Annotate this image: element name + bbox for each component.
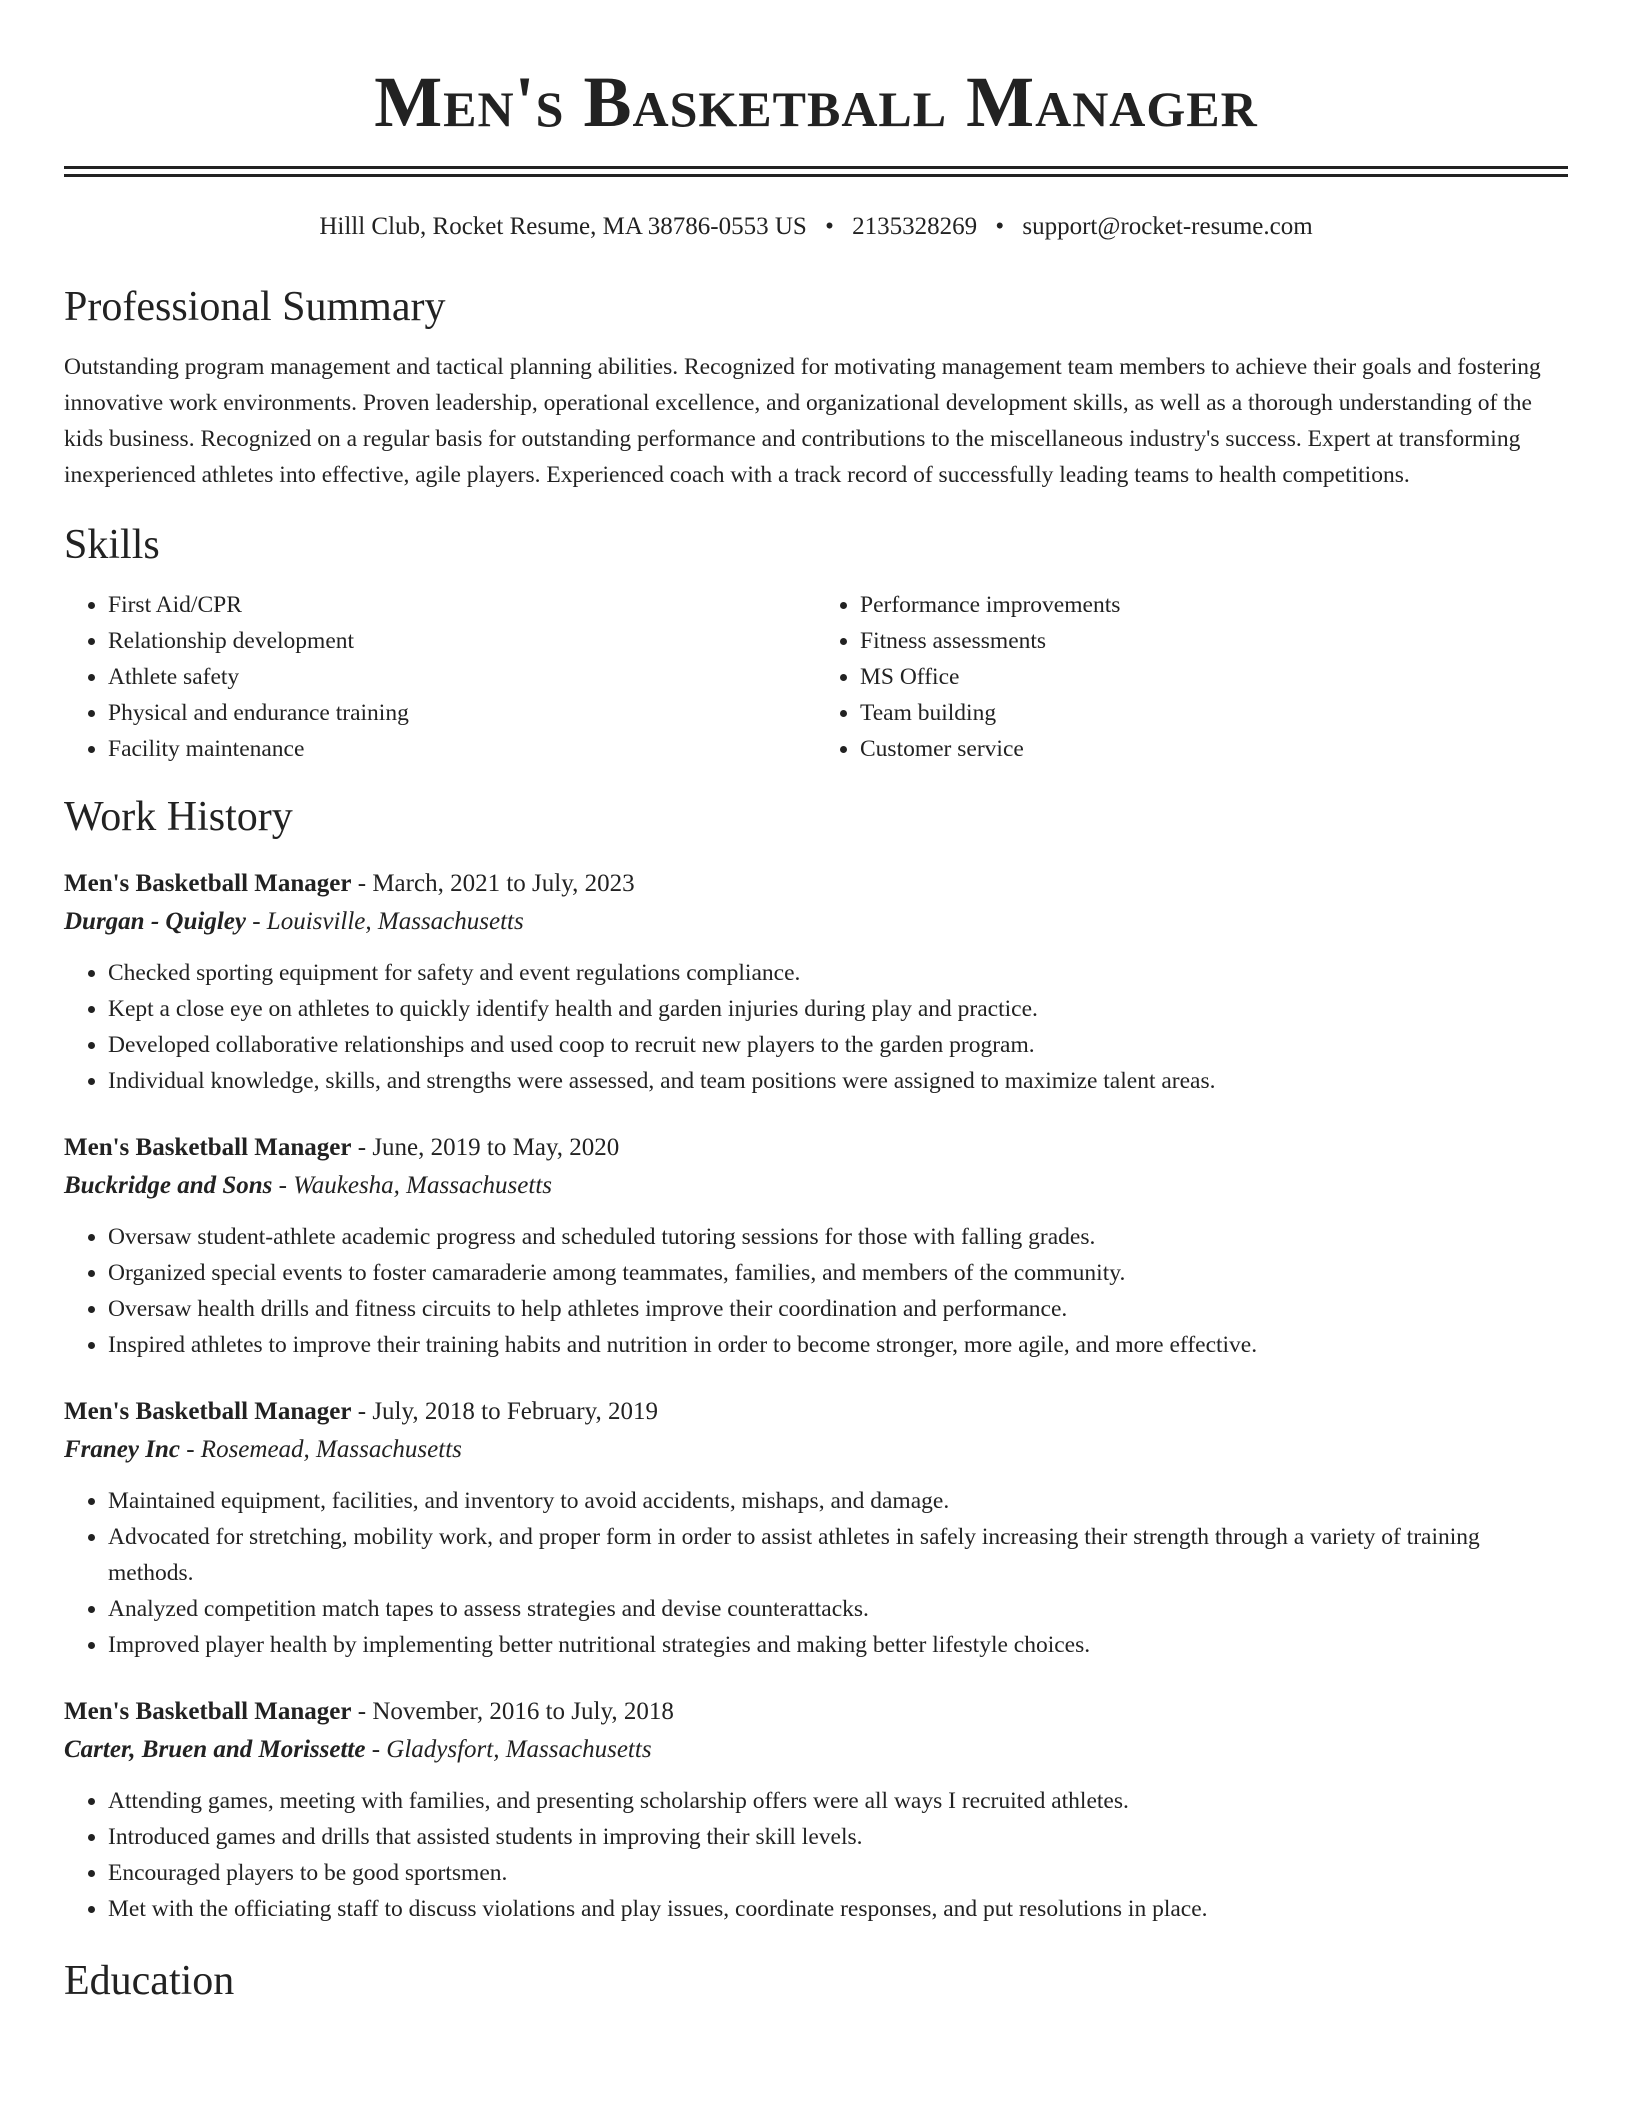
skill-item: • MS Office (860, 659, 1568, 695)
skill-item: • Fitness assessments (860, 623, 1568, 659)
job-dates: - November, 2016 to July, 2018 (351, 1698, 674, 1725)
skill-item: • Team building (860, 695, 1568, 731)
job-entry (64, 1693, 1568, 1927)
skill-item: • Facility maintenance (108, 731, 816, 767)
skill-item: • Customer service (860, 731, 1568, 767)
contact-email: support@rocket-resume.com (1022, 213, 1313, 240)
summary-heading: Professional Summary (64, 284, 446, 330)
job-title: Men's Basketball Manager (64, 1698, 352, 1725)
company-name: Franey Inc (64, 1436, 180, 1463)
contact-separator: • (995, 213, 1005, 240)
job-title-line (64, 1393, 1568, 1431)
job-title: Men's Basketball Manager (64, 1134, 352, 1161)
job-bullets (64, 1219, 1568, 1363)
job-bullet: • Introduced games and drills that assisted students in improving their skill levels. (108, 1819, 1568, 1855)
job-bullet: • Developed collaborative relationships and used coop to recruit new players to the garden program. (108, 1027, 1568, 1063)
job-entry (64, 1129, 1568, 1363)
skills-column-right (816, 587, 1568, 767)
job-bullet: • Encouraged players to be good sportsmen. (108, 1855, 1568, 1891)
job-bullets (64, 955, 1568, 1099)
company-location: - Louisville, Massachusetts (245, 908, 524, 935)
job-bullet: • Checked sporting equipment for safety and event regulations compliance. (108, 955, 1568, 991)
skill-item: • Athlete safety (108, 659, 816, 695)
company-location: - Rosemead, Massachusetts (179, 1436, 462, 1463)
job-entry (64, 1393, 1568, 1663)
skill-item: • Relationship development (108, 623, 816, 659)
company-line (64, 903, 1568, 941)
job-bullet: • Individual knowledge, skills, and strengths were assessed, and team positions were assigned to maximize talent areas. (108, 1063, 1568, 1099)
job-bullets (64, 1783, 1568, 1927)
company-line (64, 1431, 1568, 1469)
job-title-line (64, 1693, 1568, 1731)
work-history-heading: Work History (64, 794, 293, 840)
company-location: - Gladysfort, Massachusetts (365, 1736, 652, 1763)
job-bullet: • Improved player health by implementing better nutritional strategies and making better lifestyle choices. (108, 1627, 1568, 1663)
contact-line (64, 211, 1568, 243)
job-bullets (64, 1483, 1568, 1663)
job-bullet: • Analyzed competition match tapes to assess strategies and devise counterattacks. (108, 1591, 1568, 1627)
skill-item: • Performance improvements (860, 587, 1568, 623)
job-dates: - March, 2021 to July, 2023 (351, 870, 635, 897)
job-title: Men's Basketball Manager (64, 870, 352, 897)
contact-phone: 2135328269 (852, 213, 978, 240)
job-dates: - June, 2019 to May, 2020 (351, 1134, 620, 1161)
skills-column-left (64, 587, 816, 767)
skill-item: • First Aid/CPR (108, 587, 816, 623)
job-entry (64, 865, 1568, 1099)
company-location: - Waukesha, Massachusetts (272, 1172, 552, 1199)
contact-address: Hilll Club, Rocket Resume, MA 38786-0553 US (319, 213, 807, 240)
company-line (64, 1731, 1568, 1769)
job-title-line (64, 1129, 1568, 1167)
job-bullet: • Inspired athletes to improve their training habits and nutrition in order to become stronger, more agile, and more effective. (108, 1327, 1568, 1363)
job-bullet: • Organized special events to foster camaraderie among teammates, families, and members of the community. (108, 1255, 1568, 1291)
job-bullet: • Kept a close eye on athletes to quickly identify health and garden injuries during play and practice. (108, 991, 1568, 1027)
job-dates: - July, 2018 to February, 2019 (351, 1398, 658, 1425)
summary-text: Outstanding program management and tactical planning abilities. Recognized for motivating management team members to achieve their goals and fostering innovative work environments. Proven leadership, operational excellence, and organizational development skills, as well as a thorough understanding of the kids business. Recognized on a regular basis for outstanding performance and contributions to the miscellaneous industry's success. Expert at transforming inexperienced athletes into effective, agile players. Experienced coach with a track record of successfully leading teams to health competitions. (64, 354, 1541, 488)
education-heading: Education (64, 1958, 235, 2004)
job-bullet: • Attending games, meeting with families, and presenting scholarship offers were all ways I recruited athletes. (108, 1783, 1568, 1819)
company-line (64, 1167, 1568, 1205)
company-name: Buckridge and Sons (64, 1172, 273, 1199)
job-bullet: • Maintained equipment, facilities, and inventory to avoid accidents, mishaps, and damage. (108, 1483, 1568, 1519)
skills-heading: Skills (64, 522, 160, 568)
job-bullet: • Oversaw student-athlete academic progress and scheduled tutoring sessions for those with falling grades. (108, 1219, 1568, 1255)
skills-list (64, 587, 1568, 767)
resume-name: Men's Basketball Manager (374, 62, 1258, 142)
job-bullet: • Advocated for stretching, mobility work, and proper form in order to assist athletes in safely increasing their strength through a variety of training methods. (108, 1519, 1568, 1591)
job-bullet: • Oversaw health drills and fitness circuits to help athletes improve their coordination and performance. (108, 1291, 1568, 1327)
job-title: Men's Basketball Manager (64, 1398, 352, 1425)
job-title-line (64, 865, 1568, 903)
company-name: Durgan - Quigley (64, 908, 246, 935)
skill-item: • Physical and endurance training (108, 695, 816, 731)
header-double-rule (64, 166, 1568, 177)
company-name: Carter, Bruen and Morissette (64, 1736, 366, 1763)
contact-separator: • (825, 213, 834, 240)
job-bullet: • Met with the officiating staff to discuss violations and play issues, coordinate responses, and put resolutions in place. (108, 1891, 1568, 1927)
